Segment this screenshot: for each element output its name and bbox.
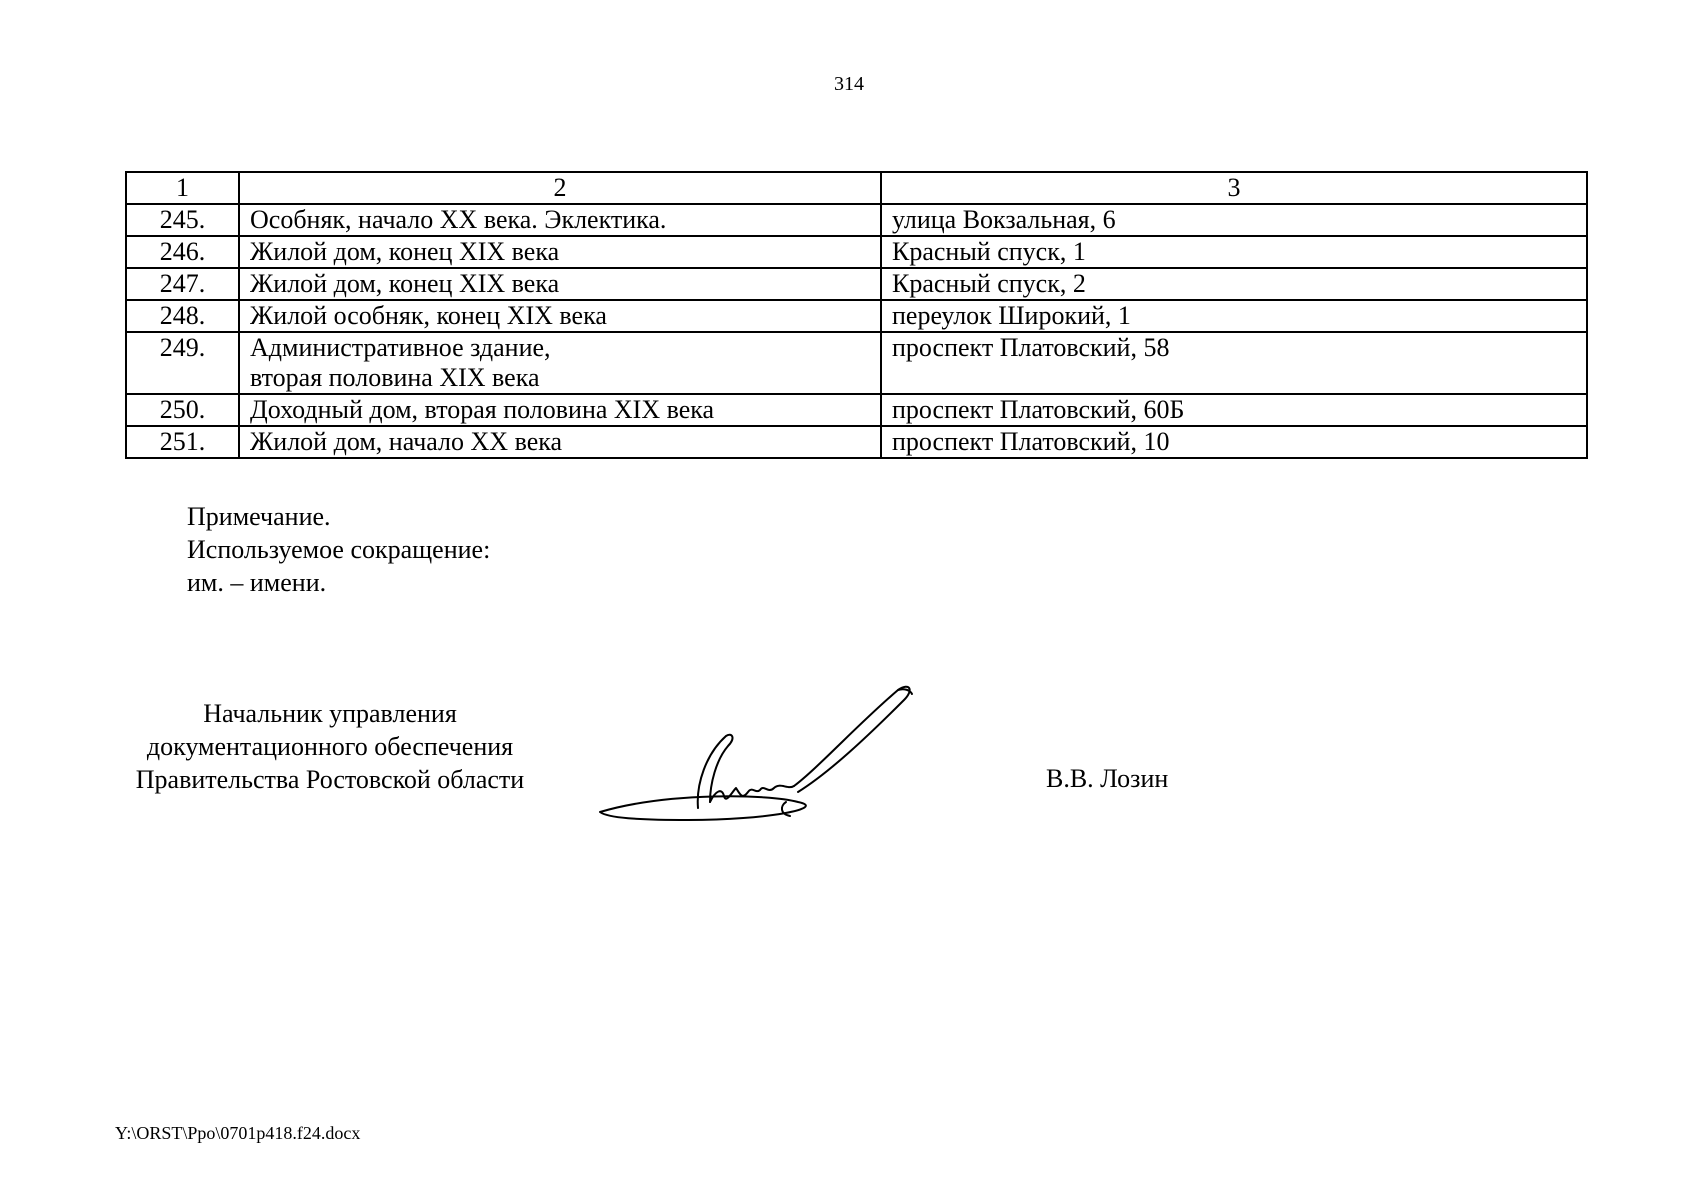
signer-title-line: документационного обеспечения — [146, 732, 514, 761]
signer-title-line: Правительства Ростовской области — [135, 765, 525, 794]
object-address: проспект Платовский, 60Б — [881, 394, 1587, 426]
row-number: 246. — [126, 236, 239, 268]
header-cell: 2 — [239, 172, 881, 204]
object-name: Административное здание, вторая половина XIX века — [239, 332, 881, 394]
file-path: Y:\ORST\Ppo\0701p418.f24.docx — [115, 1123, 361, 1143]
object-name: Особняк, начало XX века. Эклектика. — [239, 204, 881, 236]
handwritten-signature — [598, 684, 922, 826]
row-number: 249. — [126, 332, 239, 394]
signer-name: В.В. Лозин — [1046, 764, 1169, 793]
table-header-row — [126, 172, 1587, 204]
header-cell: 1 — [126, 172, 239, 204]
note-line: им. – имени. — [187, 568, 327, 597]
table-row — [126, 394, 1587, 426]
object-address: Красный спуск, 1 — [881, 236, 1587, 268]
signer-title-line: Начальник управления — [203, 699, 457, 728]
table-row — [126, 426, 1587, 458]
row-number: 245. — [126, 204, 239, 236]
object-address: проспект Платовский, 58 — [881, 332, 1587, 394]
object-name: Жилой дом, конец XIX века — [239, 268, 881, 300]
object-address: проспект Платовский, 10 — [881, 426, 1587, 458]
signer-title — [110, 697, 550, 796]
note-heading: Примечание. — [187, 502, 331, 531]
table-row — [126, 268, 1587, 300]
table-row — [126, 300, 1587, 332]
table-row — [126, 236, 1587, 268]
row-number: 248. — [126, 300, 239, 332]
object-address: Красный спуск, 2 — [881, 268, 1587, 300]
row-number: 250. — [126, 394, 239, 426]
object-name: Жилой дом, конец XIX века — [239, 236, 881, 268]
header-cell: 3 — [881, 172, 1587, 204]
row-number: 251. — [126, 426, 239, 458]
object-name: Жилой особняк, конец XIX века — [239, 300, 881, 332]
monuments-table — [125, 171, 1588, 459]
note-block — [187, 500, 490, 599]
table-row — [126, 332, 1587, 394]
object-address: переулок Широкий, 1 — [881, 300, 1587, 332]
object-name: Доходный дом, вторая половина XIX века — [239, 394, 881, 426]
object-address: улица Вокзальная, 6 — [881, 204, 1587, 236]
row-number: 247. — [126, 268, 239, 300]
note-line: Используемое сокращение: — [187, 535, 491, 564]
object-name: Жилой дом, начало XX века — [239, 426, 881, 458]
page-number: 314 — [834, 73, 864, 95]
table-row — [126, 204, 1587, 236]
